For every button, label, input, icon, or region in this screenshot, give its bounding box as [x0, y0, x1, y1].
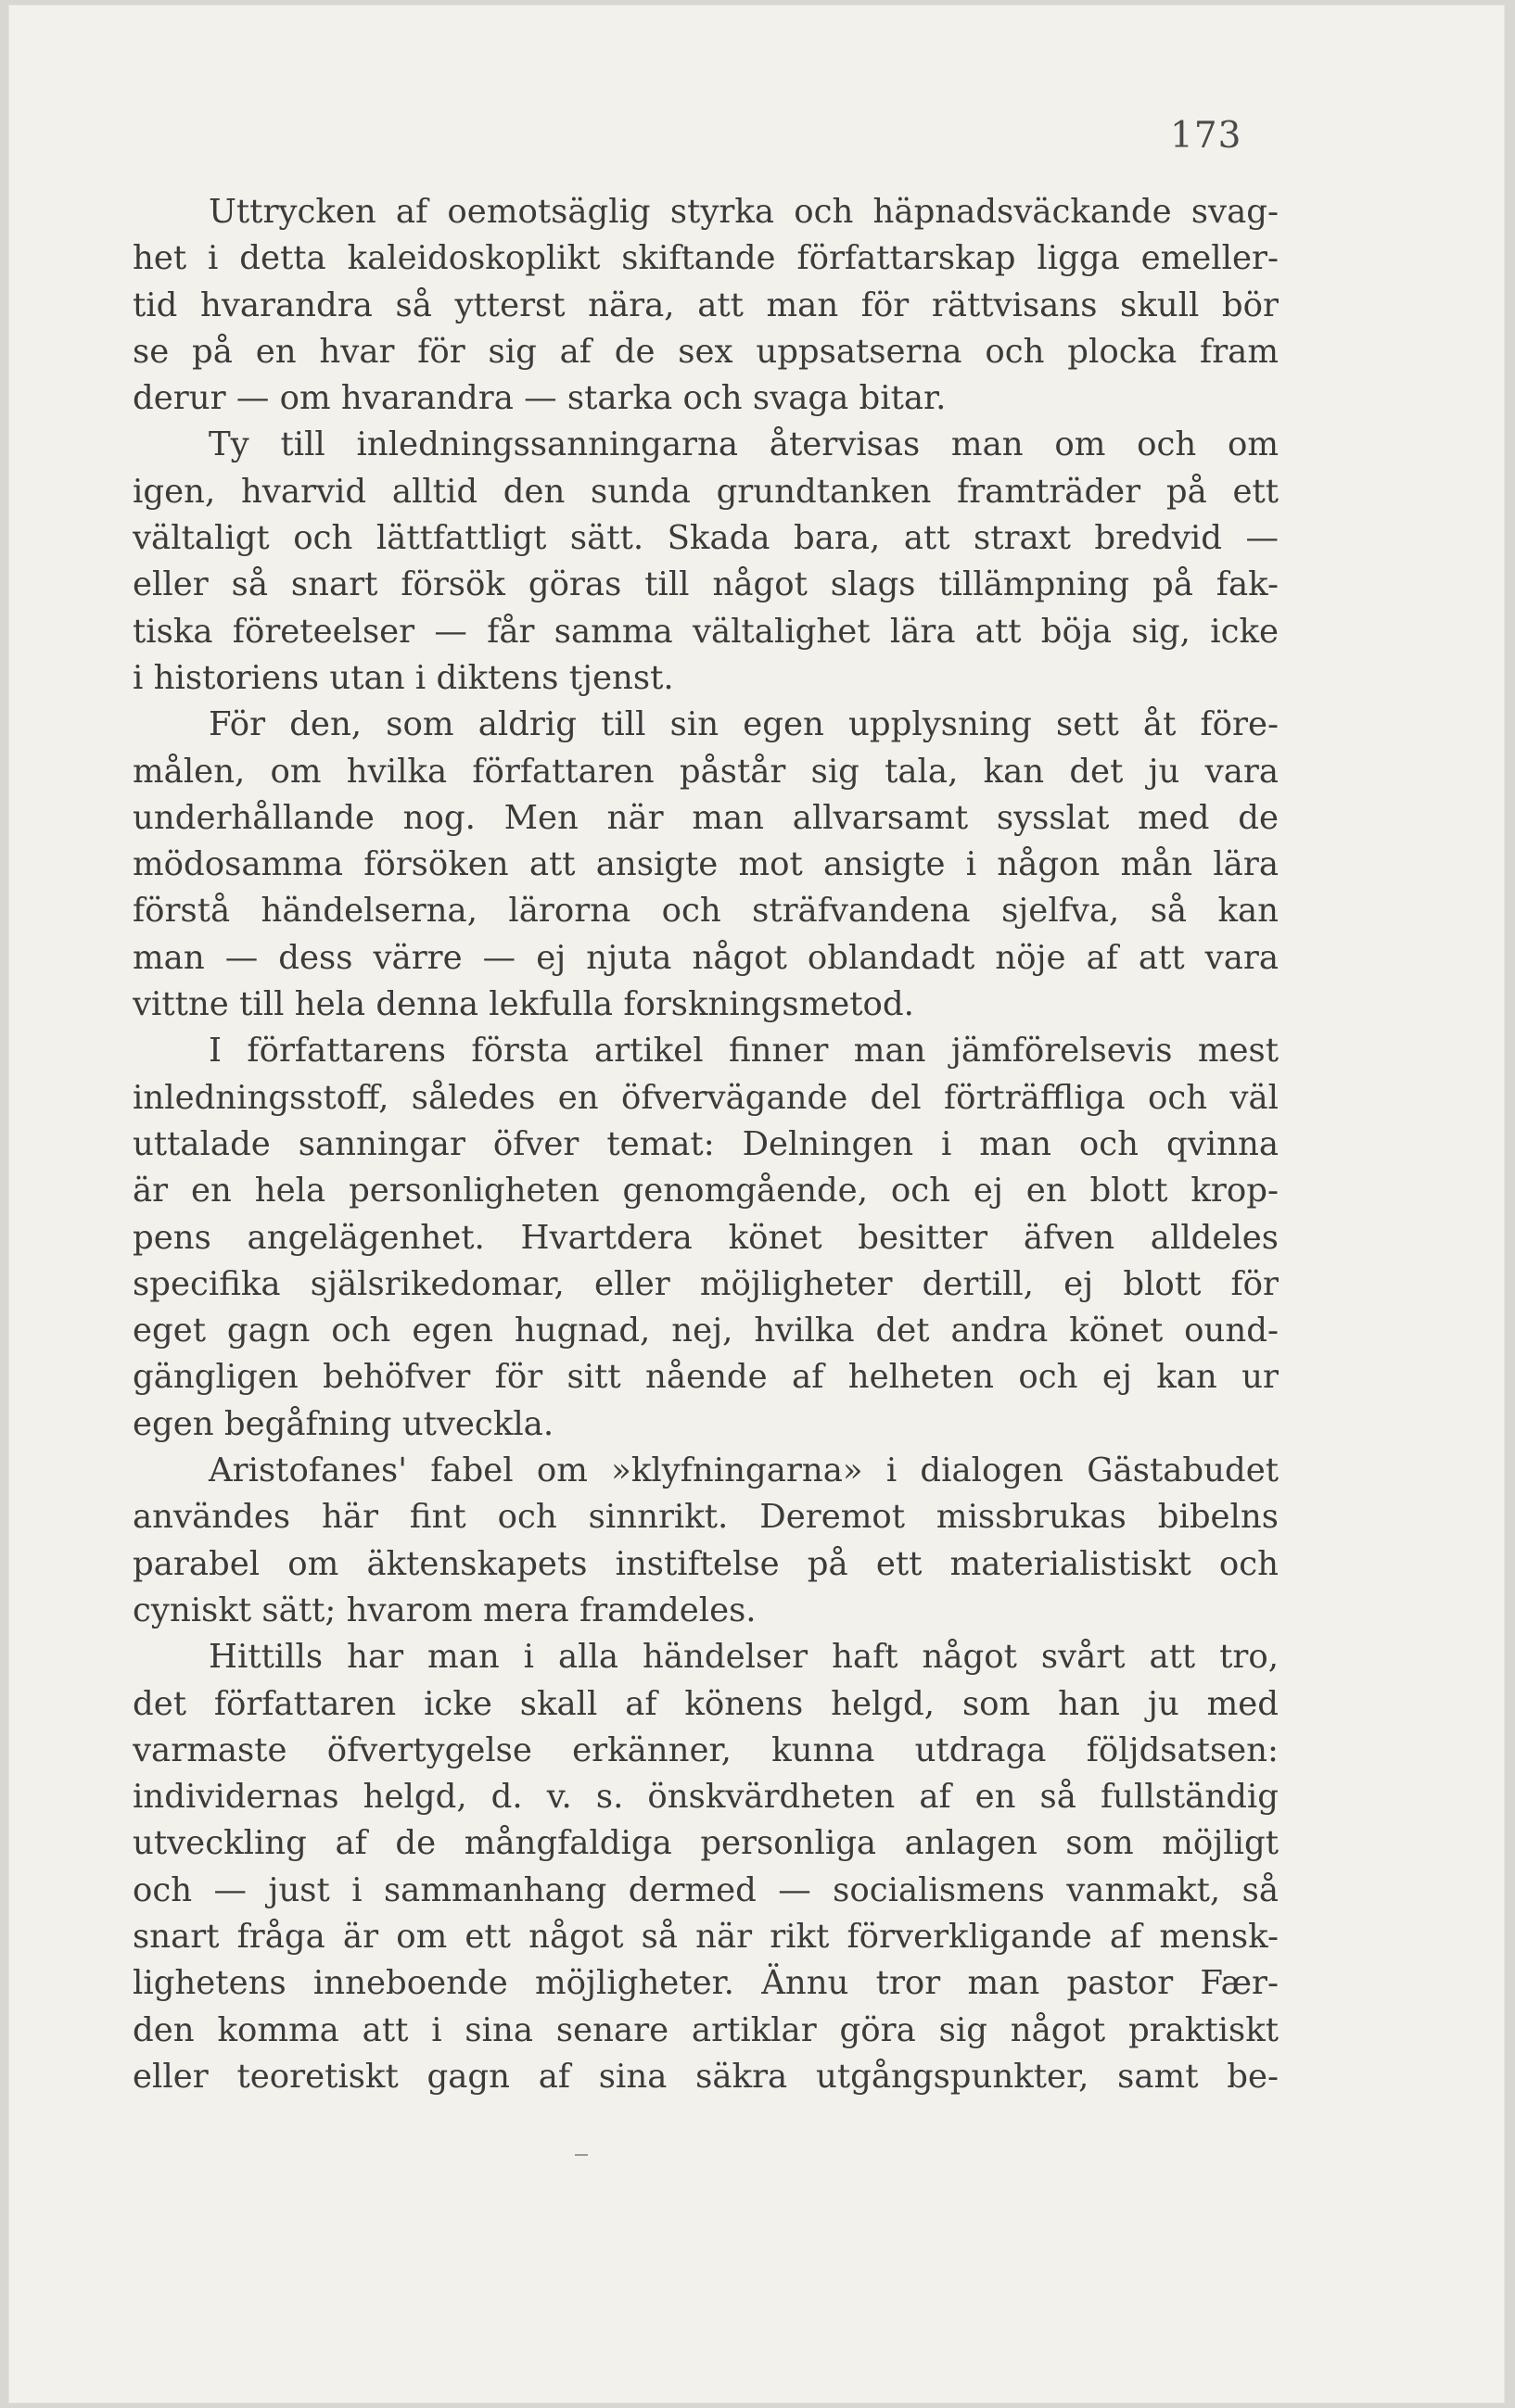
- text-line: i historiens utan i diktens tjenst.: [133, 658, 674, 697]
- text-line: eller så snart försök göras till något slags tillämpning på fak-: [133, 565, 1279, 604]
- text-line: vittne till hela denna lekfulla forskningsmetod.: [133, 985, 914, 1024]
- body-text: [133, 189, 1279, 2100]
- text-line: den komma att i sina senare artiklar göra sig något praktiskt: [133, 2010, 1279, 2049]
- text-line: I författarens första artikel finner man jämförelsevis mest: [209, 1032, 1279, 1071]
- text-line: tid hvarandra så ytterst nära, att man för rättvisans skull bör: [133, 285, 1279, 324]
- text-line: underhållande nog. Men när man allvarsamt sysslat med de: [133, 798, 1279, 837]
- text-line: eget gagn och egen hugnad, nej, hvilka det andra könet ound-: [133, 1312, 1279, 1350]
- text-line: vältaligt och lättfattligt sätt. Skada bara, att straxt bredvid —: [133, 519, 1279, 558]
- text-line: lighetens inneboende möjligheter. Ännu tror man pastor Fær-: [133, 1964, 1279, 2003]
- text-line: individernas helgd, d. v. s. önskvärdheten af en så fullständig: [133, 1778, 1279, 1817]
- text-line: varmaste öfvertygelse erkänner, kunna utdraga följdsatsen:: [133, 1730, 1279, 1769]
- text-line: het i detta kaleidoskoplikt skiftande författarskap ligga emeller-: [133, 239, 1279, 278]
- text-line: parabel om äktenskapets instiftelse på ett materialistiskt och: [133, 1544, 1279, 1583]
- text-line: mödosamma försöken att ansigte mot ansigte i någon mån lära: [133, 845, 1279, 884]
- text-line: Ty till inledningssanningarna återvisas man om och om: [209, 425, 1279, 464]
- text-line: målen, om hvilka författaren påstår sig tala, kan det ju vara: [133, 752, 1279, 791]
- text-line: eller teoretiskt gagn af sina säkra utgångspunkter, samt be-: [133, 2057, 1279, 2096]
- text-line: För den, som aldrig till sin egen upplysning sett åt före-: [209, 705, 1279, 744]
- text-line: och — just i sammanhang dermed — socialismens vanmakt, så: [133, 1870, 1279, 1909]
- text-line: specifika själsrikedomar, eller möjligheter dertill, ej blott för: [133, 1264, 1279, 1303]
- text-line: tiska företeelser — får samma vältalighet lära att böja sig, icke: [133, 612, 1279, 651]
- text-line: gängligen behöfver för sitt nående af helheten och ej kan ur: [133, 1358, 1279, 1397]
- text-line: uttalade sanningar öfver temat: Delningen i man och qvinna: [133, 1124, 1279, 1163]
- text-line: utveckling af de mångfaldiga personliga anlagen som möjligt: [133, 1824, 1279, 1863]
- text-line: det författaren icke skall af könens helgd, som han ju med: [133, 1684, 1279, 1723]
- text-line: är en hela personligheten genomgående, och ej en blott krop-: [133, 1172, 1279, 1210]
- text-line: cyniskt sätt; hvarom mera framdeles.: [133, 1591, 757, 1629]
- text-line: inledningsstoff, således en öfvervägande del förträffliga och väl: [133, 1078, 1279, 1117]
- text-line: användes här fint och sinnrikt. Deremot missbrukas bibelns: [133, 1498, 1279, 1537]
- text-line: igen, hvarvid alltid den sunda grundtanken framträder på ett: [133, 472, 1279, 511]
- text-line: Aristofanes' fabel om »klyfningarna» i dialogen Gästabudet: [209, 1451, 1279, 1490]
- text-line: Hittills har man i alla händelser haft något svårt att tro,: [209, 1638, 1279, 1677]
- page-number: 173: [1170, 115, 1242, 157]
- text-line: snart fråga är om ett något så när rikt förverkligande af mensk-: [133, 1917, 1279, 1956]
- text-line: Uttrycken af oemotsäglig styrka och häpnadsväckande svag-: [209, 193, 1279, 231]
- text-line: pens angelägenhet. Hvartdera könet besitter äfven alldeles: [133, 1218, 1279, 1257]
- text-line: derur — om hvarandra — starka och svaga bitar.: [133, 379, 947, 418]
- text-line: egen begåfning utveckla.: [133, 1404, 554, 1443]
- text-line: se på en hvar för sig af de sex uppsatserna och plocka fram: [133, 332, 1279, 371]
- text-line: förstå händelserna, lärorna och sträfvandena sjelfva, så kan: [133, 892, 1279, 931]
- book-page: [9, 6, 1504, 2402]
- bottom-mark: [575, 2154, 588, 2156]
- text-line: man — dess värre — ej njuta något oblandadt nöje af att vara: [133, 938, 1279, 977]
